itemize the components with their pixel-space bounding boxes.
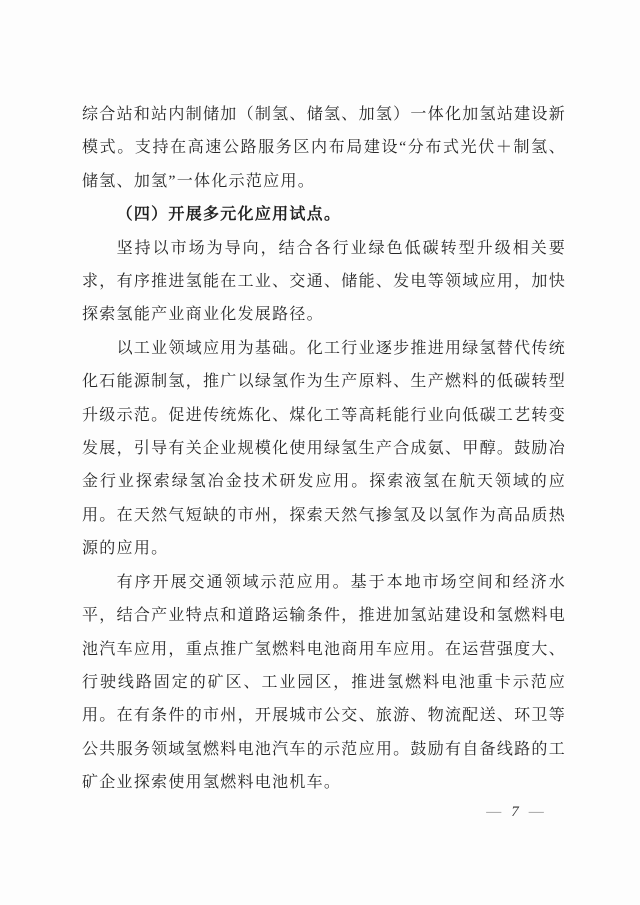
paragraph-transport-application: 有序开展交通领域示范应用。基于本地市场空间和经济水平，结合产业特点和道路运输条件，推进加氢站建设和氢燃料电池汽车应用，重点推广氢燃料电池商用车应用。在运营强度大、行驶线路固定的矿区、工业园区，推进氢燃料电池重卡示范应用。在有条件的市州，开展城市公交、旅游、物流配送、环卫等公共服务领域氢燃料电池汽车的示范应用。鼓励有自备线路的工矿企业探索使用氢燃料电池机车。 [82,573,566,792]
footer-dash-left: — [486,804,502,820]
section-heading-4: （四）开展多元化应用试点。 [116,206,342,224]
paragraph-market-oriented: 坚持以市场为导向，结合各行业绿色低碳转型升级相关要求，有序推进氢能在工业、交通、储能、发电等领域应用，加快探索氢能产业商业化发展路径。 [82,239,566,324]
paragraph-hydrogen-station-continuation: 综合站和站内制储加（制氢、储氢、加氢）一体化加氢站建设新模式。支持在高速公路服务区内布局建设“分布式光伏＋制氢、储氢、加氢”一体化示范应用。 [82,106,566,190]
document-body [82,98,566,800]
page-number: 7 [511,804,519,820]
paragraph-industry-application: 以工业领域应用为基础。化工行业逐步推进用绿氢替代传统化石能源制氢，推广以绿氢作为生产原料、生产燃料的低碳转型升级示范。促进传统炼化、煤化工等高耗能行业向低碳工艺转变发展，引导有关企业规模化使用绿氢生产合成氨、甲醇。鼓励冶金行业探索绿氢冶金技术研发应用。探索液氢在航天领域的应用。在天然气短缺的市州，探索天然气掺氢及以氢作为高品质热源的应用。 [82,339,566,558]
footer-dash-right: — [528,804,544,820]
page-footer [455,802,575,822]
